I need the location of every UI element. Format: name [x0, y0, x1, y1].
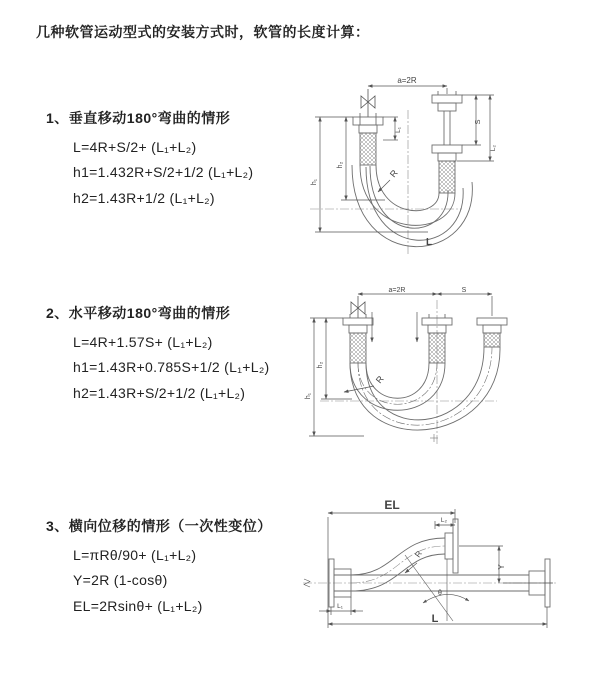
label-l2: L₂	[440, 517, 448, 524]
right-flange	[477, 318, 507, 333]
formula-line: Y=2R (1-cosθ)	[73, 572, 168, 589]
label-l1: L₁	[337, 603, 343, 610]
right-flange-stack	[432, 91, 462, 161]
section-3	[46, 516, 272, 619]
label-y: Y	[497, 564, 506, 570]
label-r: R	[413, 549, 424, 560]
dimension-a2r	[368, 86, 447, 94]
section-2-heading: 2、水平移动180°弯曲的情形	[46, 305, 231, 321]
section-1-heading: 1、垂直移动180°弯曲的情形	[46, 110, 231, 126]
section-3-heading: 3、横向位移的情形（一次性变位）	[46, 518, 272, 534]
formula-line: L=πRθ/90+ (L₁+L₂)	[73, 547, 197, 563]
label-theta: θ	[438, 590, 442, 597]
label-a2r: a=2R	[397, 76, 417, 85]
formula-line: h1=1.43R+0.785S+1/2 (L₁+L₂)	[73, 359, 270, 376]
dimension-y	[459, 546, 553, 583]
label-h1: h₁	[305, 392, 312, 400]
label-el: EL	[384, 498, 400, 512]
label-r: R	[373, 373, 386, 386]
valve-icon	[351, 296, 365, 318]
section-2-formulas	[46, 330, 270, 406]
braid-section	[484, 333, 500, 347]
dimension-l2	[457, 95, 494, 161]
formula-line: h2=1.43R+1/2 (L₁+L₂)	[73, 189, 215, 206]
label-h1: h₁	[311, 178, 318, 186]
formula-line: L=4R+S/2+ (L₁+L₂)	[73, 139, 197, 155]
formula-line: L=4R+1.57S+ (L₁+L₂)	[73, 334, 213, 350]
dimension-a2r-s	[358, 294, 492, 316]
section-1	[46, 108, 253, 211]
label-l1: L₁	[395, 127, 402, 133]
label-r: R	[387, 167, 400, 180]
valve-icon	[361, 89, 375, 117]
section-3-formulas	[46, 543, 272, 619]
label-s: S	[473, 119, 482, 125]
radius-leader	[344, 386, 374, 392]
label-l: L	[426, 237, 433, 248]
centerlines	[320, 300, 497, 444]
diagram-lateral-displacement	[295, 495, 595, 645]
braid-section	[350, 333, 366, 363]
label-a2r: a=2R	[388, 287, 406, 294]
dimension-el	[328, 509, 455, 628]
braid-section	[360, 133, 376, 165]
label-l: L	[431, 613, 439, 625]
hose-bend-swung	[350, 347, 500, 430]
dimension-h2	[321, 318, 352, 399]
section-2	[46, 303, 270, 406]
formula-line: EL=2Rsinθ+ (L₁+L₂)	[73, 597, 203, 614]
label-h2: h₂	[317, 361, 324, 369]
motion-arrows	[372, 312, 417, 342]
section-1-formulas	[46, 135, 253, 211]
formula-line: h1=1.432R+S/2+1/2 (L₁+L₂)	[73, 164, 254, 181]
page-title: 几种软管运动型式的安装方式时，软管的长度计算：	[36, 24, 370, 40]
label-h2: h₂	[337, 161, 344, 169]
formula-line: h2=1.43R+S/2+1/2 (L₁+L₂)	[73, 384, 246, 401]
diagram-horizontal-180-bend	[302, 286, 557, 456]
diagram-vertical-180-bend	[300, 68, 550, 263]
braid-section	[439, 161, 455, 193]
label-s: S	[461, 287, 467, 294]
label-l2: L₂	[490, 144, 497, 152]
hose-bend-near	[350, 363, 445, 410]
braid-section	[429, 333, 445, 363]
